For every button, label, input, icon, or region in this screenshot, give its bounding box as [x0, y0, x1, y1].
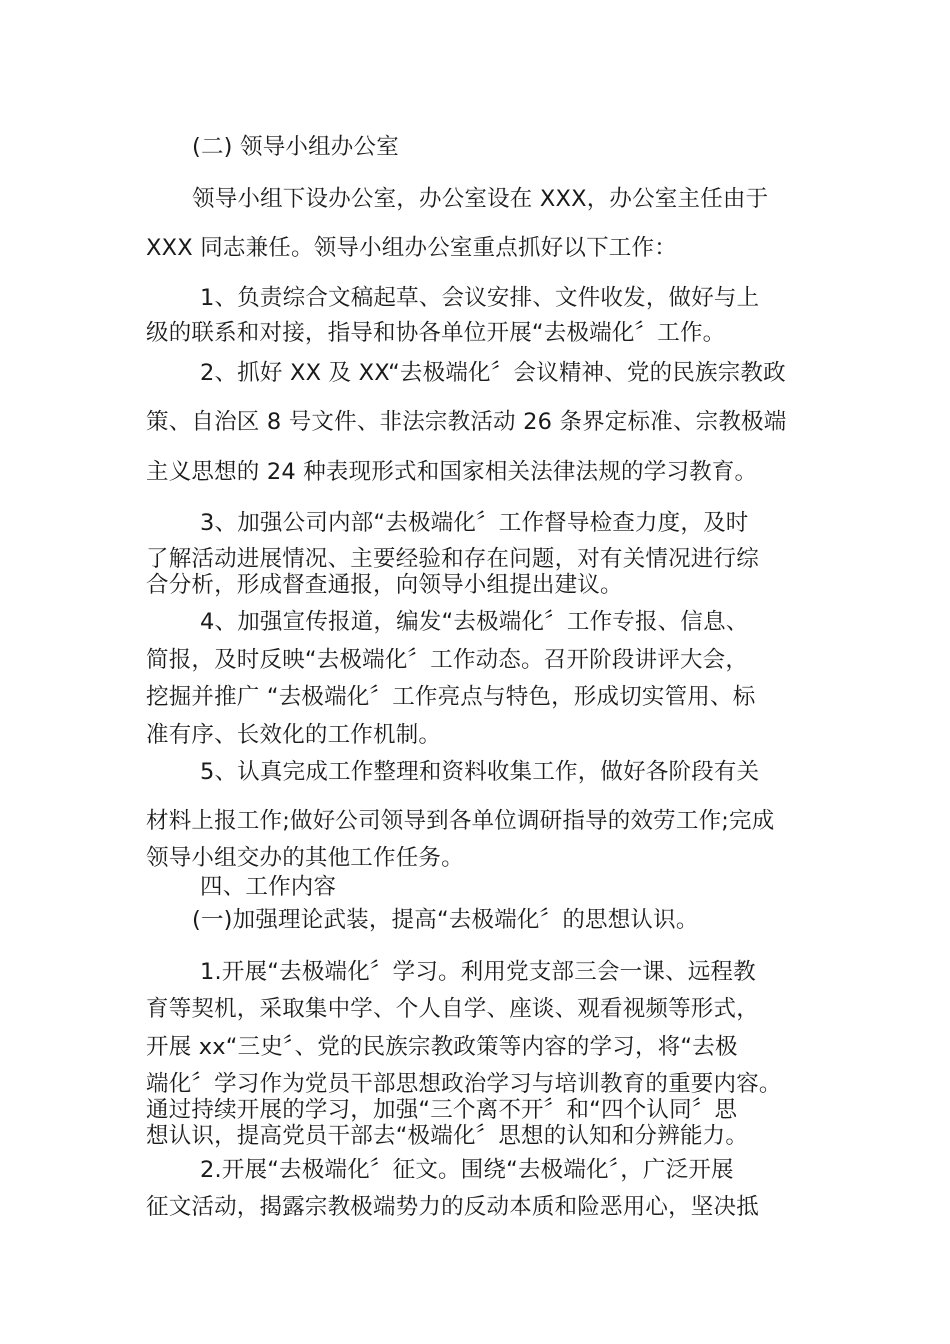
list-item-1-line: 级的联系和对接，指导和协各单位开展“去极端化〞工作。: [146, 320, 726, 346]
list-item-1-line: 1、负责综合文稿起草、会议安排、文件收发，做好与上: [200, 285, 760, 311]
list-item-3-line: 了解活动进展情况、主要经验和存在问题，对有关情况进行综: [146, 546, 759, 572]
list-item-2-line: 2、抓好 XX 及 XX“去极端化〞会议精神、党的民族宗教政: [200, 360, 786, 386]
list-item-3-line: 合分析，形成督查通报，向领导小组提出建议。: [146, 572, 623, 598]
list-item-5-line: 领导小组交办的其他工作任务。: [146, 845, 464, 871]
study-item-1-line: 开展 xx“三史〞、党的民族宗教政策等内容的学习，将“去极: [146, 1034, 738, 1060]
study-item-2-line: 征文活动，揭露宗教极端势力的反动本质和险恶用心，坚决抵: [146, 1194, 759, 1220]
study-item-1-line: 通过持续开展的学习，加强“三个离不开〞和“四个认同〞思: [146, 1097, 738, 1123]
list-item-5-line: 5、认真完成工作整理和资料收集工作，做好各阶段有关: [200, 759, 760, 785]
list-item-4-line: 准有序、长效化的工作机制。: [146, 722, 442, 748]
list-item-4-line: 4、加强宣传报道，编发“去极端化〞工作专报、信息、: [200, 609, 749, 635]
list-item-2-line: 主义思想的 24 种表现形式和国家相关法律法规的学习教育。: [146, 459, 758, 485]
paragraph-line: 领导小组下设办公室，办公室设在 XXX，办公室主任由于: [192, 186, 769, 212]
study-item-1-line: 1.开展“去极端化〞学习。利用党支部三会一课、远程教: [200, 959, 756, 985]
study-item-2-line: 2.开展“去极端化〞征文。围绕“去极端化〞，广泛开展: [200, 1157, 734, 1183]
list-item-4-line: 挖掘并推广 “去极端化〞工作亮点与特色，形成切实管用、标: [146, 684, 756, 710]
list-item-3-line: 3、加强公司内部“去极端化〞工作督导检查力度，及时: [200, 510, 749, 536]
study-item-1-line: 端化〞学习作为党员干部思想政治学习与培训教育的重要内容。: [146, 1071, 782, 1097]
subsection-heading-theory: (一)加强理论武装，提高“去极端化〞的思想认识。: [192, 907, 699, 933]
section-heading-work-content: 四、工作内容: [200, 874, 337, 900]
study-item-1-line: 育等契机，采取集中学、个人自学、座谈、观看视频等形式，: [146, 996, 759, 1022]
section-heading-office: (二) 领导小组办公室: [192, 134, 399, 160]
paragraph-line: XXX 同志兼任。领导小组办公室重点抓好以下工作：: [146, 235, 677, 261]
list-item-5-line: 材料上报工作;做好公司领导到各单位调研指导的效劳工作;完成: [146, 808, 775, 834]
list-item-2-line: 策、自治区 8 号文件、非法宗教活动 26 条界定标准、宗教极端: [146, 409, 787, 435]
study-item-1-line: 想认识，提高党员干部去“极端化〞思想的认知和分辨能力。: [146, 1123, 749, 1149]
list-item-4-line: 简报，及时反映“去极端化〞工作动态。召开阶段讲评大会，: [146, 647, 749, 673]
